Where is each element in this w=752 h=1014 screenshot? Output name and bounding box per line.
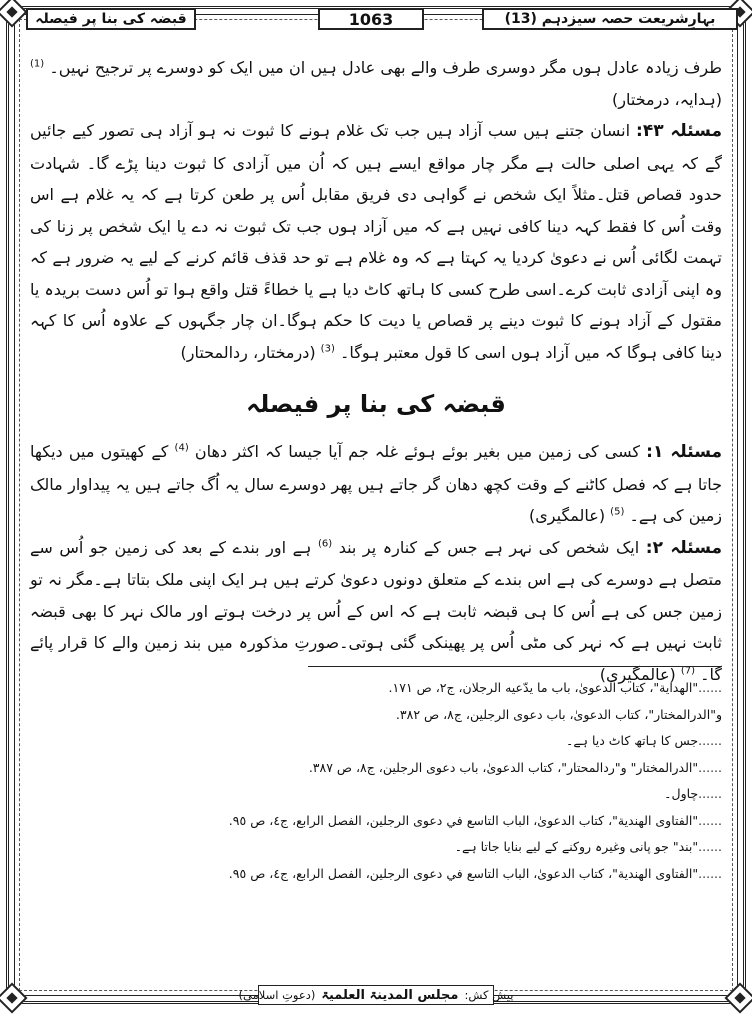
footnote bbox=[160, 834, 722, 861]
header-chapter-title: قبضہ کی بنا پر فیصلہ bbox=[26, 8, 196, 30]
footnote-text: "الفتاوى الهندية"، كتاب الدعوىٰ، الباب التاسع في دعوى الرجلين، الفصل الرابع، ج٤، ص ٩٥. bbox=[228, 865, 699, 881]
footnote-dots: ...... bbox=[698, 812, 722, 828]
footnote-dots: ...... bbox=[698, 786, 722, 801]
footnote bbox=[160, 702, 722, 729]
footer-publisher: مجلس المدینۃ العلمیۃ bbox=[321, 987, 459, 1003]
paragraph-text: کے کھیتوں میں دیکھا جاتا ہے کہ فصل کاٹنے کے وقت کچھ دھان گر جاتے ہیں پھر دوسرے سال یہ اُگ جاتے ہیں یہ پیداوار مالک زمین کی ہے۔ bbox=[30, 442, 722, 525]
footnote-dots: ...... bbox=[698, 759, 722, 775]
paragraph-text: کسی کی زمین میں بغیر بوئے ہوئے غلہ جم آیا جیسا کہ اکثر دھان bbox=[194, 442, 640, 461]
footnote-text: جس کا ہاتھ کاٹ دیا ہے۔ bbox=[566, 733, 699, 748]
footnote-text: "بند" جو پانی وغیرہ روکنے کے لیے بنایا جاتا ہے۔ bbox=[454, 839, 699, 854]
footnote bbox=[160, 808, 722, 835]
footnote bbox=[160, 675, 722, 702]
footnote bbox=[160, 755, 722, 782]
paragraph-text: انسان جتنے ہیں سب آزاد ہیں جب تک غلام ہونے کا ثبوت نہ ہو آزاد ہی تصور کیے جائیں گے کہ یہی اصلی حالت ہے مگر چار مواقع ایسے ہیں کہ اُن میں آزادی کا ثبوت دینا پڑے گا۔ شہادت حدود قصاص قتل۔مثلاً ایک شخص نے گواہی دی فریق مقابل اُس پر طعن کرتا ہے کہ یہ غلام ہے اس وقت اُس کا فقط کہہ دینا کافی نہیں ہے کہ میں آزاد ہوں جب تک ثبوت نہ دے یا ایک شخص پر زنا کی تہمت لگائی اُس نے دعویٰ کردیا یہ کہتا ہے کہ وہ غلام ہے تو حد قذف قائم کرنے کے لیے یہ ضرور ہے کہ وہ اپنی آزادی ثابت کرے۔اسی طرح کسی کا ہاتھ کاٹ دیا ہے یا خطاءً قتل واقع ہوا تو اُس دست بریدہ یا مقتول کے آزاد ہونے کا ثبوت دینے پر قصاص یا دیت کا حکم ہوگا۔ان چار جگہوں کے علاوہ اُس کا کہہ دینا کافی ہوگا کہ میں آزاد ہوں اسی کا قول معتبر ہوگا۔ bbox=[30, 121, 722, 362]
footnote bbox=[160, 728, 722, 755]
footnote-marker: (3) bbox=[320, 343, 335, 355]
footnotes bbox=[160, 675, 722, 887]
footnote-dots: ...... bbox=[698, 839, 722, 854]
section-heading: قبضہ کی بنا پر فیصلہ bbox=[246, 390, 506, 418]
footnote-text: "الهداية"، كتاب الدعوىٰ، باب ما يدّعيه الرجلان، ج٢، ص ١٧١. bbox=[388, 680, 699, 695]
masala-label: مسئلہ ۴۳: bbox=[636, 121, 722, 141]
footnote-marker: (1) bbox=[30, 58, 45, 70]
footnote-marker: (4) bbox=[174, 442, 189, 454]
footnote-dots: ...... bbox=[698, 865, 722, 881]
footnote-text: چاول۔ bbox=[664, 786, 699, 801]
citation: (درمختار، ردالمحتار) bbox=[180, 342, 316, 362]
publisher-footer bbox=[238, 985, 514, 1005]
citation: (ہدایہ، درمختار) bbox=[612, 89, 722, 109]
footnote-marker: (6) bbox=[317, 538, 333, 550]
masala-label: مسئلہ ۱: bbox=[646, 442, 723, 462]
footnote-dots: ...... bbox=[698, 733, 722, 748]
footnote bbox=[160, 861, 722, 888]
footnote-divider bbox=[308, 666, 722, 667]
footnote-text: و"الدرالمختار"، كتاب الدعوىٰ، باب دعوى الرجلين، ج٨، ص ٣٨٢. bbox=[395, 706, 722, 722]
footnote-dots: ...... bbox=[698, 680, 722, 695]
citation: (عالمگیری) bbox=[529, 506, 606, 525]
body-text-section bbox=[30, 436, 722, 690]
footer-presenter: پیش کش: bbox=[464, 988, 514, 1002]
paragraph-text: ایک شخص کی نہر ہے جس کے کنارہ پر بند bbox=[338, 537, 640, 557]
header-book-title: بہارِشریعت حصہ سیزدہم (13) bbox=[482, 8, 738, 30]
footnote-marker: (7) bbox=[680, 665, 696, 677]
masala-label: مسئلہ ۲: bbox=[645, 537, 723, 558]
paragraph-text: طرف زیادہ عادل ہوں مگر دوسری طرف والے بھی عادل ہیں ان میں ایک کو دوسرے پر ترجیح نہیں۔ bbox=[49, 58, 722, 77]
body-text-top bbox=[30, 52, 722, 368]
footnote-marker: (5) bbox=[610, 506, 625, 518]
footnote-text: "الدرالمختار" و"ردالمحتار"، كتاب الدعوىٰ، باب دعوى الرجلين، ج٨، ص ٣٨٧. bbox=[308, 759, 699, 775]
paragraph bbox=[30, 52, 722, 115]
page-number: 1063 bbox=[318, 8, 424, 30]
citation: (عالمگیری) bbox=[599, 664, 676, 684]
paragraph-text: ہے اور بندے کے بعد کی زمین جو اُس سے متصل ہے دوسرے کی ہے اس بندے کے متعلق دونوں دعویٰ کرتے ہیں ہر ایک اپنی ملک بتاتا ہے۔مگر نہ تو زمین جس کی ہے اُس کا ہی قبضہ ثابت ہے کہ اس کے اُس پر درخت ہوتے اور مالک نہر کا بھی قبضہ ثابت نہیں ہے کہ نہر کی مٹی اُس پر پھینکی گئی ہوتی۔صورتِ مذکورہ میں بند زمین والے کا قرار پائے گا۔ bbox=[30, 537, 722, 684]
footnote-text: "الفتاوى الهندية"، كتاب الدعوىٰ، الباب التاسع في دعوى الرجلين، الفصل الرابع، ج٤، ص ٩٥. bbox=[228, 812, 699, 828]
masala-paragraph bbox=[30, 436, 722, 532]
masala-paragraph bbox=[30, 115, 722, 368]
footnote bbox=[160, 781, 722, 808]
footer-tagline: (دعوتِ اسلامی) bbox=[238, 988, 316, 1002]
